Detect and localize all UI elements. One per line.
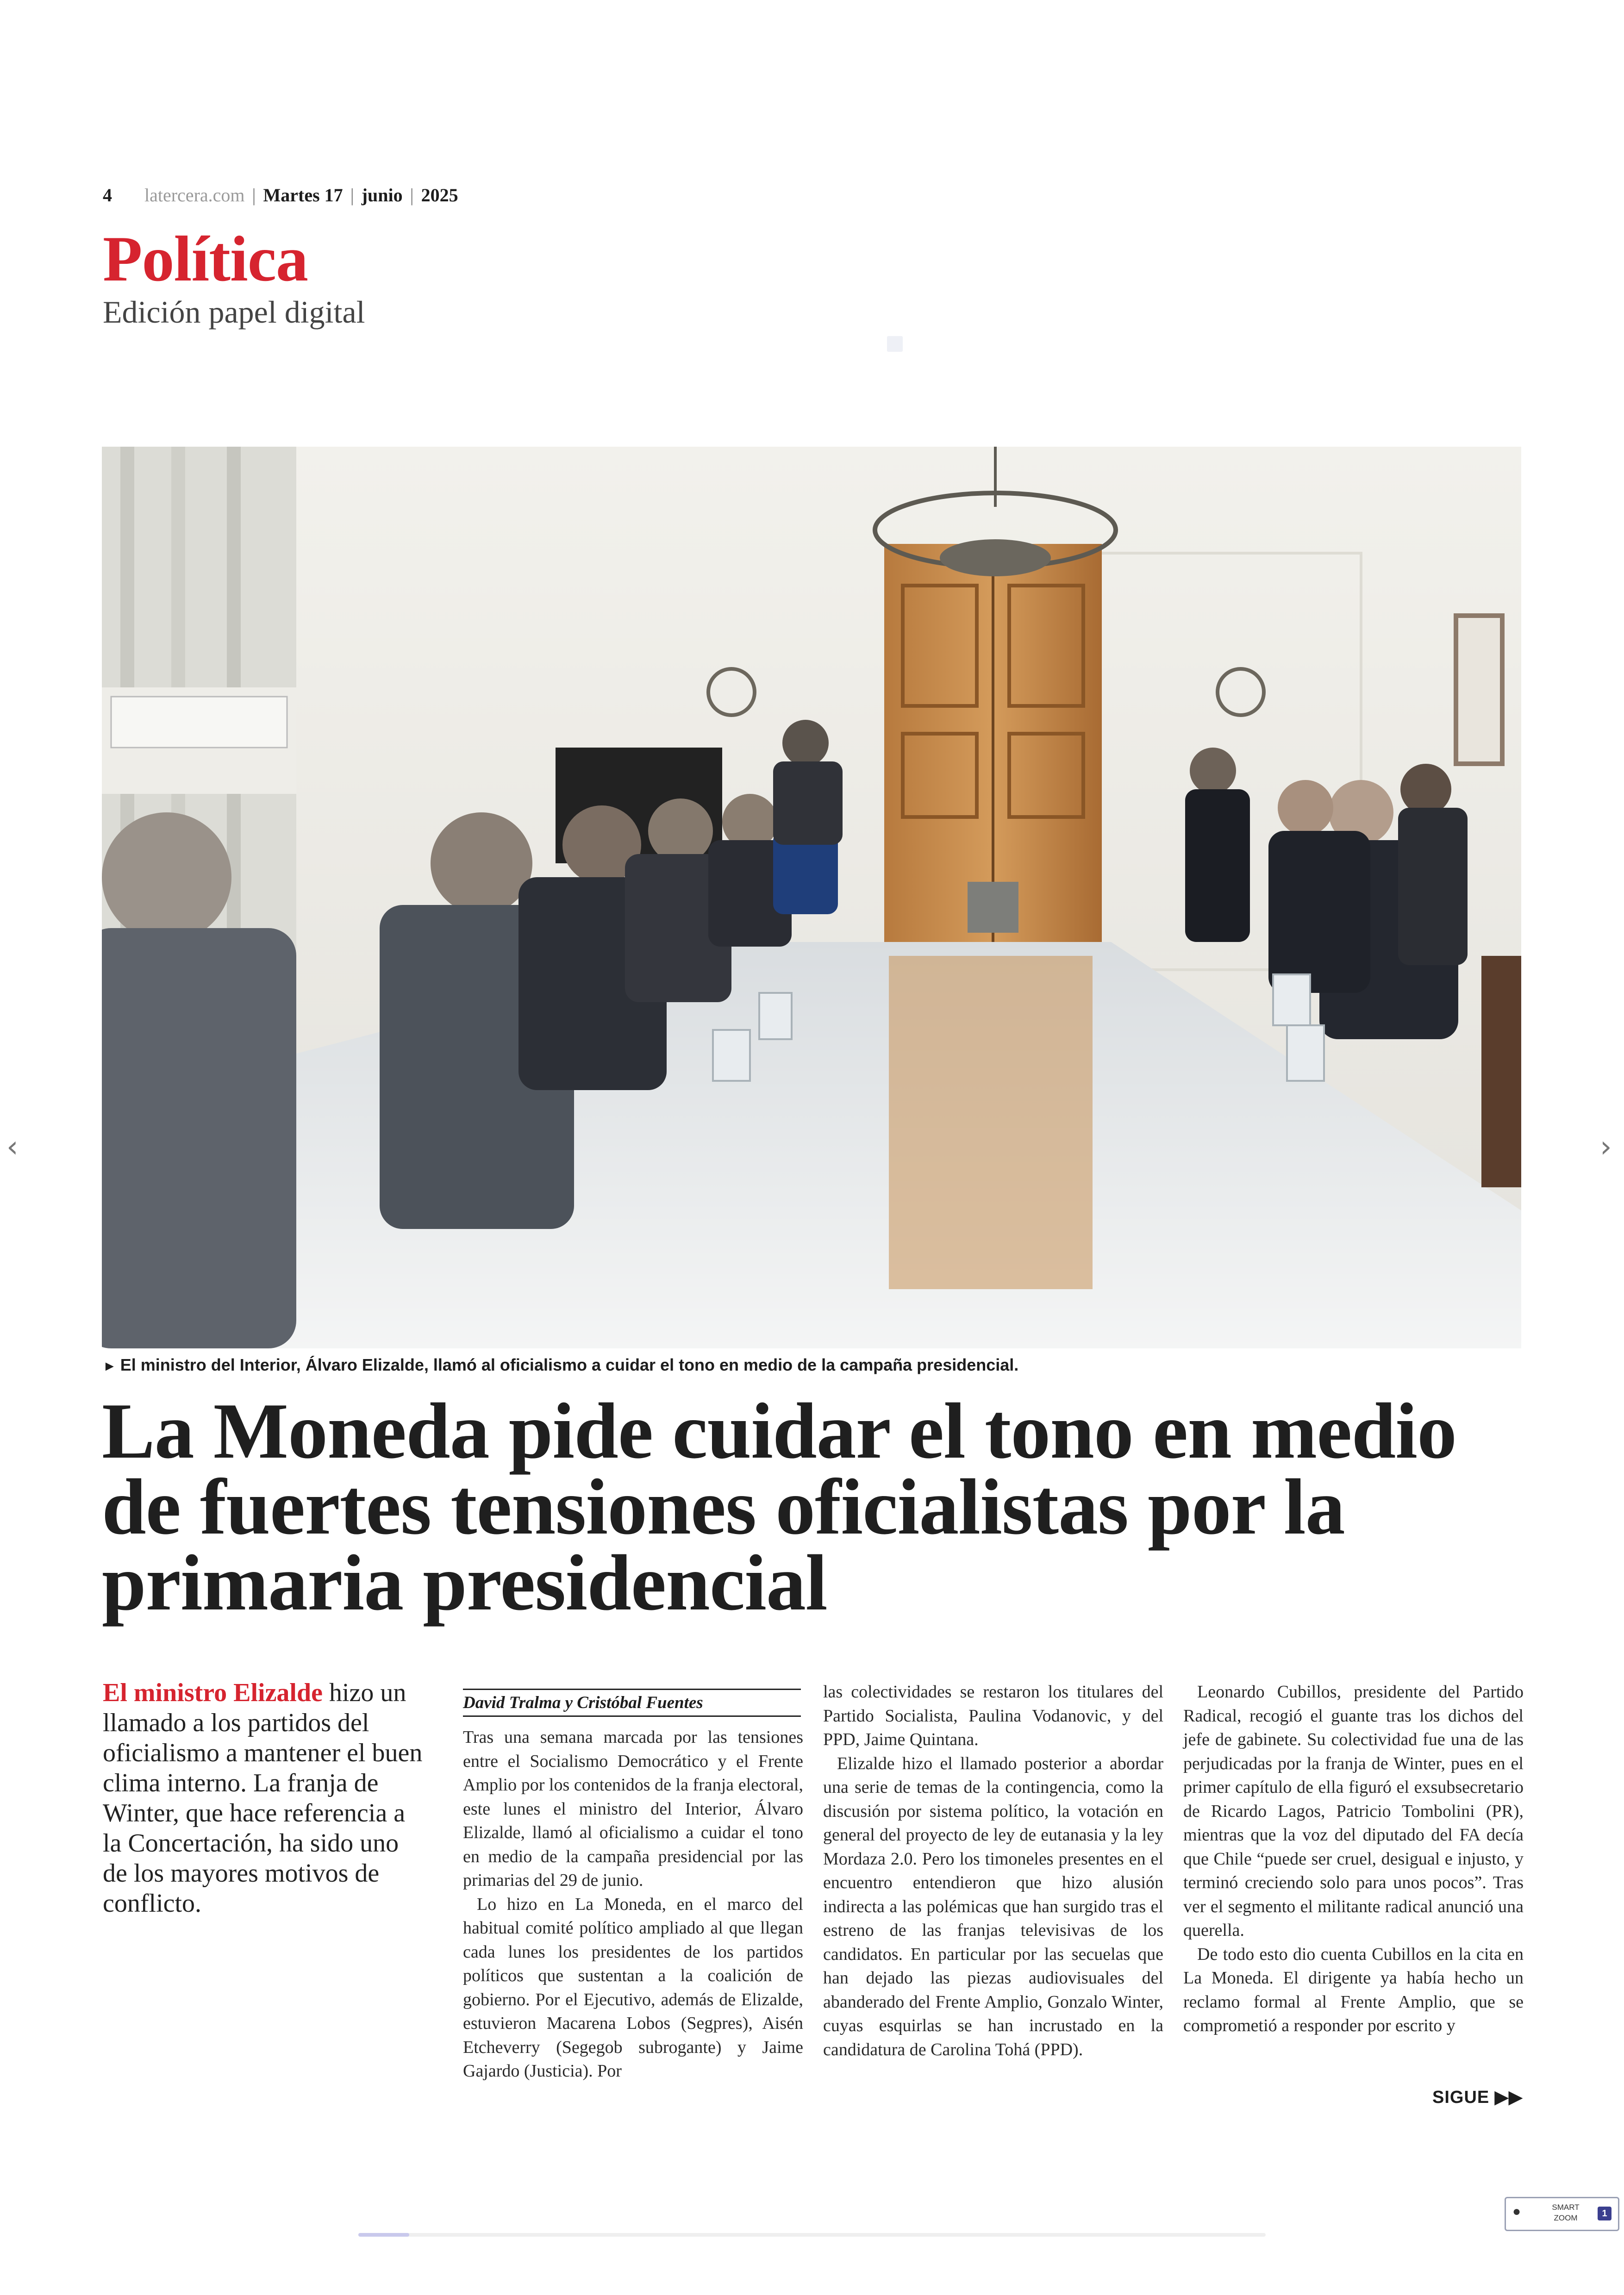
smart-zoom-line1: SMART xyxy=(1552,2203,1580,2212)
page-progress-track[interactable] xyxy=(358,2233,1266,2237)
photo-caption xyxy=(103,1355,1018,1375)
body-column-1 xyxy=(463,1726,803,2083)
paragraph: De todo esto dio cuenta Cubillos en la cita en La Moneda. El dirigente ya había hecho un reclamo formal al Frente Amplio, que se comprometió a responder por escrito y xyxy=(1183,1944,1524,2035)
body-column-2 xyxy=(823,1680,1163,2062)
lead-highlight: El ministro Elizalde xyxy=(103,1678,323,1707)
separator: | xyxy=(350,185,354,206)
page-marker-icon xyxy=(887,336,903,352)
meeting-room-photo xyxy=(102,447,1521,1348)
smart-zoom-button[interactable] xyxy=(1505,2197,1619,2231)
caption-text: El ministro del Interior, Álvaro Elizalde, llamó al oficialismo a cuidar el tono en medio de la campaña presidencial. xyxy=(120,1355,1019,1374)
body-column-3 xyxy=(1183,1680,1524,2038)
edition-subtitle: Edición papel digital xyxy=(103,294,365,330)
paragraph: Lo hizo en La Moneda, en el marco del habitual comité político ampliado al que llegan cada lunes los presidentes de los partidos políticos que sustentan a la coalición de gobierno. Por el Ejecutivo, además de Elizalde, estuvieron Macarena Lobos (Segpres), Aisén Etcheverry (Segegob subrogante) y Jaime Gajardo (Justicia). Por xyxy=(463,1894,803,2081)
date-day: Martes 17 xyxy=(263,185,343,206)
lead-text: hizo un llamado a los partidos del oficialismo a mantener el buen clima interno. La franja de Winter, que hace referencia a la Concertación, ha sido uno de los mayores motivos de conflicto. xyxy=(103,1678,423,1918)
paragraph: las colectividades se restaron los titulares del Partido Socialista, Paulina Vodanovic, y del PPD, Jaime Quintana. xyxy=(823,1682,1163,1749)
article-headline: La Moneda pide cuidar el tono en medio de fuertes tensiones oficialistas por la primaria presidencial xyxy=(102,1387,1456,1627)
page-number: 4 xyxy=(103,185,112,206)
page-folio xyxy=(103,184,458,206)
separator: | xyxy=(252,185,256,206)
smart-zoom-badge: 1 xyxy=(1598,2207,1612,2220)
caption-arrow-icon: ► xyxy=(103,1359,117,1374)
date-month: junio xyxy=(361,185,403,206)
paragraph: Leonardo Cubillos, presidente del Partido Radical, recogió el guante tras los dichos del jefe de gabinete. Su colectividad fue una de las perjudicadas por la franja de Winter, pues en el primer capítulo de ella figuró el exsubsecretario de Ricardo Lagos, Patricio Tombolini (PR), mientras que la voz del diputado del FA decía que Chile “puede ser cruel, desigual e injusto, y terminó creciendo solo para unos pocos”. Tras ver el segmento el militante radical anunció una querella. xyxy=(1183,1682,1524,1940)
site-name: latercera.com xyxy=(144,185,245,206)
smart-zoom-line2: ZOOM xyxy=(1554,2214,1578,2222)
page-progress-indicator xyxy=(358,2233,409,2237)
paragraph: Tras una semana marcada por las tensiones entre el Socialismo Democrático y el Frente Amplio por los contenidos de la franja electoral, este lunes el ministro del Interior, Álvaro Elizalde, llamó al oficialismo a cuidar el tono en medio de la campaña presidencial por las primarias del 29 de junio. xyxy=(463,1727,803,1890)
eye-icon: ● xyxy=(1512,2204,1521,2219)
section-title: Política xyxy=(103,223,308,295)
byline: David Tralma y Cristóbal Fuentes xyxy=(463,1689,801,1717)
chevron-right-icon[interactable]: › xyxy=(1600,1130,1612,1164)
separator: | xyxy=(410,185,414,206)
article-lead xyxy=(103,1678,427,1919)
chevron-left-icon[interactable]: ‹ xyxy=(6,1130,19,1164)
article-photo xyxy=(102,447,1521,1348)
paragraph: Elizalde hizo el llamado posterior a abordar una serie de temas de la contingencia, como la discusión por sistema político, la votación en general del proyecto de ley de eutanasia y la ley Mordaza 2.0. Pero los timoneles presentes en el encuentro entendieron que hizo alusión indirecta a las polémicas que han surgido tras el estreno de las franjas televisivas de los candidatos. En particular por las secuelas que han dejado las piezas audiovisuales del abanderado del Frente Amplio, Gonzalo Winter, cuyas esquirlas se han incrustado en la candidatura de Carolina Tohá (PPD). xyxy=(823,1753,1163,2059)
date-year: 2025 xyxy=(421,185,458,206)
continues-label: SIGUE ▶▶ xyxy=(1432,2088,1523,2107)
smart-zoom-label xyxy=(1545,2202,1587,2223)
